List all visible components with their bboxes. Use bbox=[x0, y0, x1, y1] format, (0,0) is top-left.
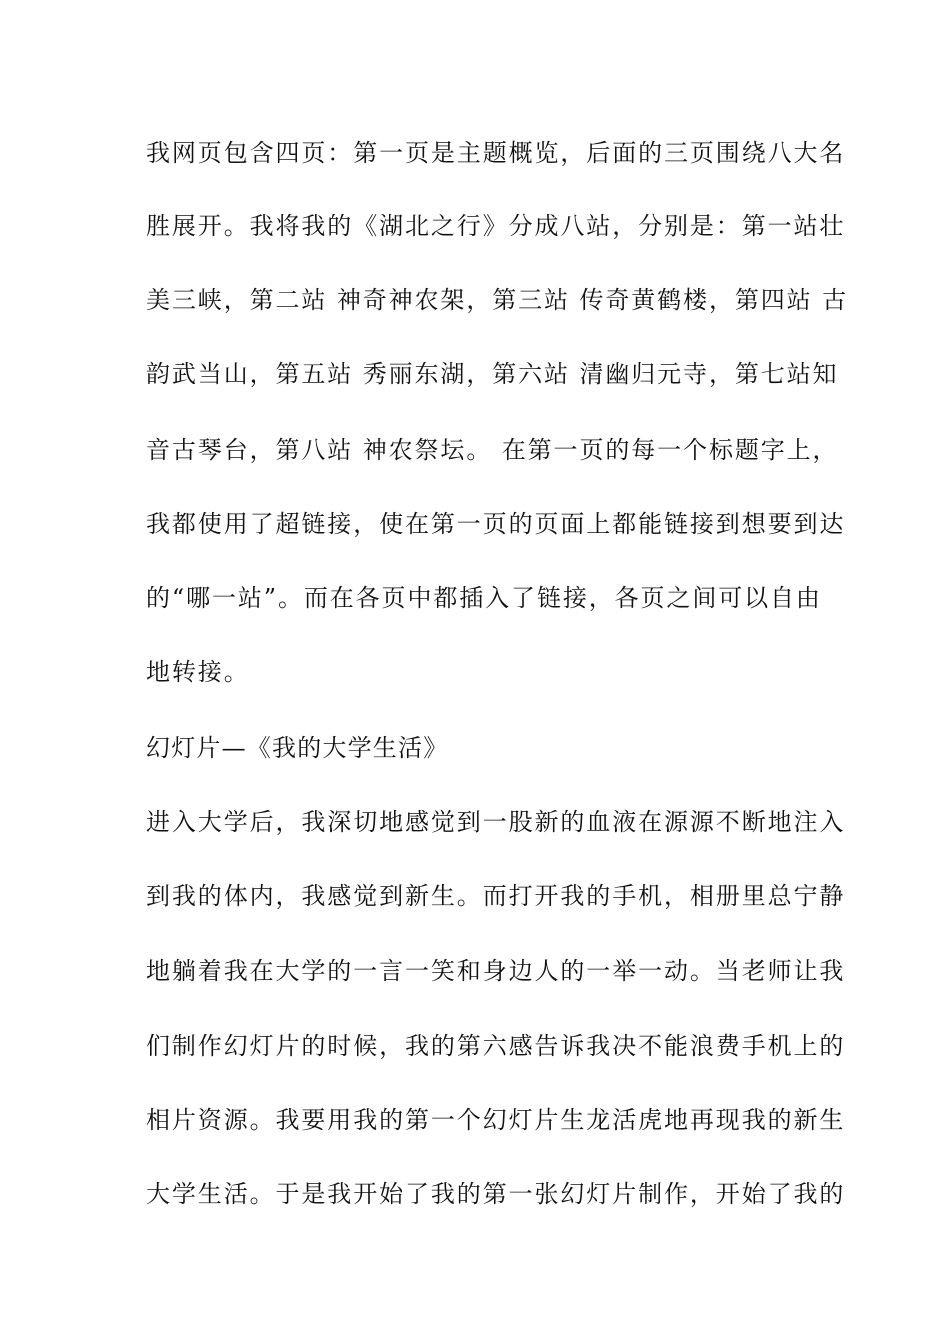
paragraph-1-line-8: 地转接。 bbox=[146, 658, 250, 686]
section-heading: 幻灯片—《我的大学生活》 bbox=[146, 734, 449, 762]
paragraph-1-line-7: 的“哪一站”。而在各页中都插入了链接，各页之间可以自由 bbox=[146, 584, 822, 612]
paragraph-1-line-2: 胜展开。我将我的《湖北之行》分成八站，分别是：第一站壮 bbox=[146, 212, 846, 240]
paragraph-1-line-3: 美三峡，第二站 神奇神农架，第三站 传奇黄鹤楼，第四站 古 bbox=[146, 286, 848, 314]
paragraph-2-line-3: 地躺着我在大学的一言一笑和身边人的一举一动。当老师让我 bbox=[146, 957, 846, 985]
paragraph-1-line-6: 我都使用了超链接，使在第一页的页面上都能链接到想要到达 bbox=[146, 510, 846, 538]
paragraph-1-line-5: 音古琴台，第八站 神农祭坛。 在第一页的每一个标题字上， bbox=[146, 436, 839, 464]
paragraph-2-line-1: 进入大学后，我深切地感觉到一股新的血液在源源不断地注入 bbox=[146, 808, 846, 836]
paragraph-2-line-4: 们制作幻灯片的时候，我的第六感告诉我决不能浪费手机上的 bbox=[146, 1032, 846, 1060]
paragraph-1-line-1: 我网页包含四页：第一页是主题概览，后面的三页围绕八大名 bbox=[146, 139, 846, 167]
paragraph-2-line-5: 相片资源。我要用我的第一个幻灯片生龙活虎地再现我的新生 bbox=[146, 1106, 846, 1134]
paragraph-1-line-4: 韵武当山，第五站 秀丽东湖，第六站 清幽归元寺，第七站知 bbox=[146, 360, 839, 388]
paragraph-2-line-2: 到我的体内，我感觉到新生。而打开我的手机，相册里总宁静 bbox=[146, 882, 846, 910]
paragraph-2-line-6: 大学生活。于是我开始了我的第一张幻灯片制作，开始了我的 bbox=[146, 1180, 846, 1208]
